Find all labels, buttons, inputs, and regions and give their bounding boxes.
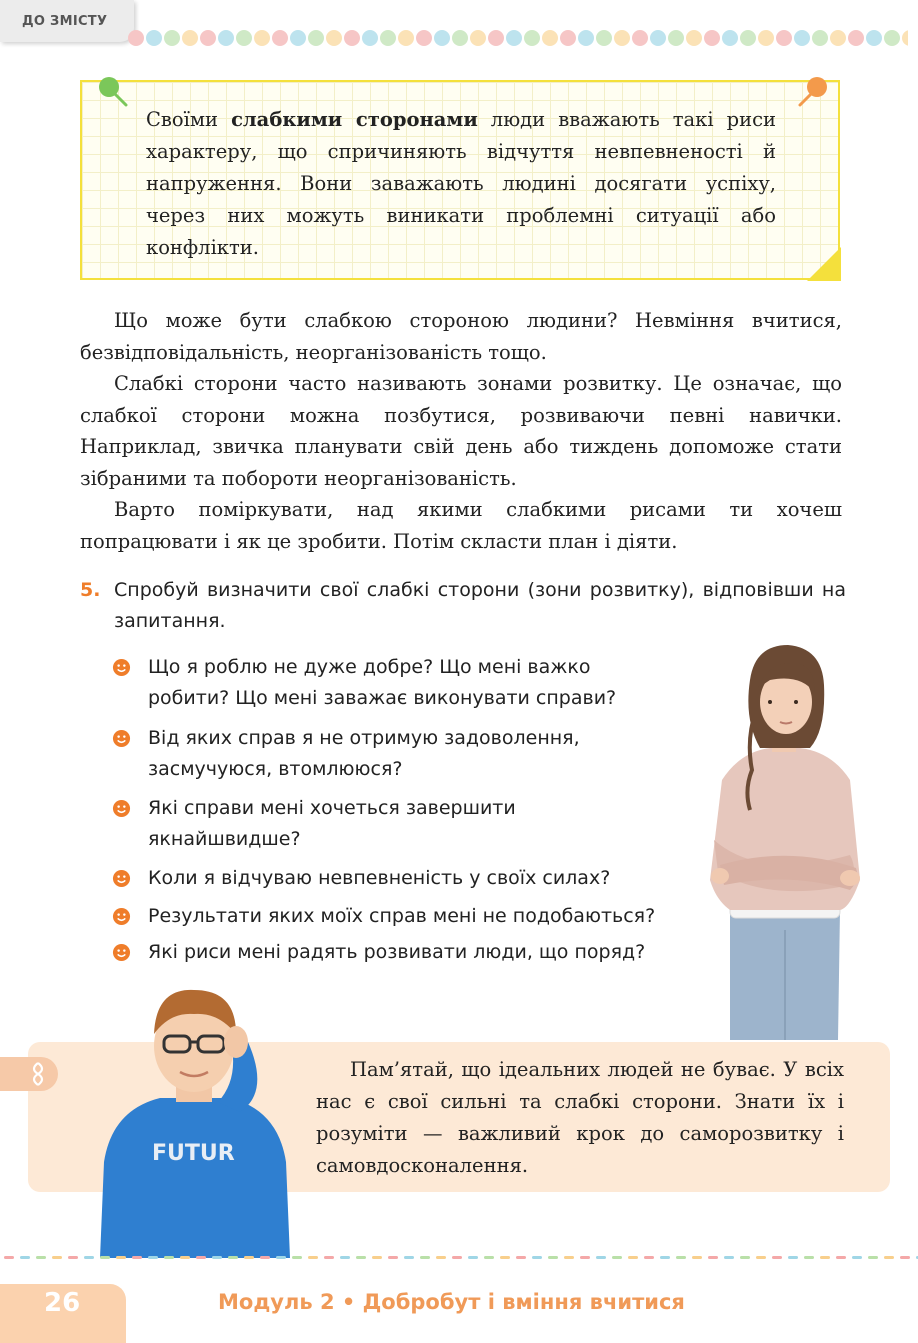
decorative-dot [758, 30, 774, 46]
decorative-dot [884, 30, 900, 46]
task-text: Спробуй визначити свої слабкі сторони (зони розвитку), відповівши на запитання. [114, 579, 846, 632]
knot-icon [26, 1061, 50, 1087]
decorative-dot [434, 30, 450, 46]
decorative-dot [812, 30, 828, 46]
task-number: 5. [80, 579, 101, 601]
decorative-dash [308, 1256, 318, 1259]
decorative-dot [470, 30, 486, 46]
decorative-dot [218, 30, 234, 46]
decorative-dash [276, 1256, 286, 1259]
decorative-dot [146, 30, 162, 46]
decorative-dot [272, 30, 288, 46]
boy-illustration [90, 982, 300, 1258]
decorative-dot [668, 30, 684, 46]
decorative-dot [686, 30, 702, 46]
smile-icon [112, 869, 131, 888]
shirt-print: FUTUR [152, 1141, 235, 1166]
decorative-dash [388, 1256, 398, 1259]
definition-box [80, 80, 840, 280]
decorative-dash [548, 1256, 558, 1259]
decorative-dot [542, 30, 558, 46]
decorative-dash [676, 1256, 686, 1259]
decorative-dot [560, 30, 576, 46]
decorative-dot [632, 30, 648, 46]
question-list [112, 652, 712, 968]
smile-icon [112, 658, 131, 677]
decorative-dot [236, 30, 252, 46]
decorative-dot [866, 30, 882, 46]
decorative-dash [660, 1256, 670, 1259]
decorative-dash [404, 1256, 414, 1259]
decorative-dash [36, 1256, 46, 1259]
decorative-dash [708, 1256, 718, 1259]
decorative-dot [740, 30, 756, 46]
decorative-dash [692, 1256, 702, 1259]
decorative-dash [628, 1256, 638, 1259]
decorative-dash [756, 1256, 766, 1259]
decorative-dash [228, 1256, 238, 1259]
decorative-dash [116, 1256, 126, 1259]
decorative-dot [416, 30, 432, 46]
decorative-dot [506, 30, 522, 46]
decorative-dash [836, 1256, 846, 1259]
decorative-dot [650, 30, 666, 46]
decorative-dash [868, 1256, 878, 1259]
decorative-dot [776, 30, 792, 46]
decorative-dash [148, 1256, 158, 1259]
decorative-dot [488, 30, 504, 46]
footer-title: Модуль 2 • Добробут і вміння вчитися [218, 1290, 685, 1314]
decorative-dot [164, 30, 180, 46]
decorative-dash [180, 1256, 190, 1259]
decorative-dash [4, 1256, 14, 1259]
decorative-dot [722, 30, 738, 46]
remember-tab [0, 1057, 58, 1091]
list-item: Які риси мені радять розвивати люди, що поряд? [112, 937, 712, 968]
list-item: Результати яких моїх справ мені не подобаються? [112, 901, 712, 932]
decorative-dash [580, 1256, 590, 1259]
decorative-dot [614, 30, 630, 46]
decorative-dash [20, 1256, 30, 1259]
decorative-dot [290, 30, 306, 46]
decorative-dot [524, 30, 540, 46]
decorative-dash [84, 1256, 94, 1259]
decorative-dash [740, 1256, 750, 1259]
decorative-dash [372, 1256, 382, 1259]
decorative-dash [292, 1256, 302, 1259]
decorative-dot [362, 30, 378, 46]
smile-icon [112, 907, 131, 926]
decorative-dot [308, 30, 324, 46]
decorative-dash [644, 1256, 654, 1259]
decorative-dash [244, 1256, 254, 1259]
decorative-dash [724, 1256, 734, 1259]
decorative-dash [900, 1256, 910, 1259]
decorative-dash [596, 1256, 606, 1259]
girl-illustration [700, 640, 870, 1040]
decorative-dash [260, 1256, 270, 1259]
decorative-dash [500, 1256, 510, 1259]
decorative-dash [340, 1256, 350, 1259]
decorative-dot [794, 30, 810, 46]
decorative-dash [468, 1256, 478, 1259]
decorative-dash [196, 1256, 206, 1259]
list-item: Які справи мені хочеться завершити якнайшвидше? [112, 793, 592, 854]
definition-term: слабкими сторонами [231, 108, 478, 131]
decorative-dash [788, 1256, 798, 1259]
body-text [80, 305, 842, 557]
list-item: Від яких справ я не отримую задоволення, засмучуюся, втомлююся? [112, 723, 652, 784]
decorative-dot [254, 30, 270, 46]
decorative-dot [830, 30, 846, 46]
magnifier-green-icon [94, 74, 130, 110]
decorative-dash [324, 1256, 334, 1259]
toc-button[interactable]: ДО ЗМІСТУ [0, 0, 134, 42]
decorative-dash [852, 1256, 862, 1259]
decorative-dot [902, 30, 908, 46]
decorative-dot [182, 30, 198, 46]
decorative-dash [564, 1256, 574, 1259]
smile-icon [112, 943, 131, 962]
list-item: Коли я відчуваю невпевненість у своїх силах? [112, 863, 712, 894]
decorative-dash [132, 1256, 142, 1259]
decorative-dash [532, 1256, 542, 1259]
decorative-dot [200, 30, 216, 46]
decorative-dot [398, 30, 414, 46]
decorative-dash [68, 1256, 78, 1259]
decorative-dot [596, 30, 612, 46]
decorative-dots [128, 29, 908, 47]
decorative-dash [164, 1256, 174, 1259]
decorative-dot [128, 30, 144, 46]
decorative-dash [820, 1256, 830, 1259]
decorative-dot [344, 30, 360, 46]
decorative-dash [436, 1256, 446, 1259]
decorative-dash [484, 1256, 494, 1259]
page-number: 26 [0, 1284, 126, 1343]
task-5 [80, 575, 846, 637]
decorative-dash [884, 1256, 894, 1259]
decorative-dash [612, 1256, 622, 1259]
folded-corner [807, 247, 841, 281]
decorative-dash [52, 1256, 62, 1259]
decorative-dot [848, 30, 864, 46]
decorative-dot [704, 30, 720, 46]
decorative-dot [578, 30, 594, 46]
decorative-dash [452, 1256, 462, 1259]
list-item: Що я роблю не дуже добре? Що мені важко робити? Що мені заважає виконувати справи? [112, 652, 672, 713]
smile-icon [112, 729, 131, 748]
decorative-dash [804, 1256, 814, 1259]
decorative-dash [772, 1256, 782, 1259]
paragraph: Слабкі сторони часто називають зонами розвитку. Це означає, що слабкої сторони можна позбутися, розвиваючи певні навички. Наприклад, звичка планувати свій день або тиждень допоможе стати зібраними та побороти неорганізованість. [80, 372, 842, 490]
decorative-dash [420, 1256, 430, 1259]
definition-text: Своїми слабкими сторонами люди вважають такі риси характеру, що спричиняють відчуття невпевненості й напруження. Вони заважають людині досягати успіху, через них можуть виникати проблемні ситуації або конфлікти. [146, 108, 776, 259]
magnifier-orange-icon [796, 74, 832, 110]
paragraph: Варто поміркувати, над якими слабкими рисами ти хочеш попрацювати і як це зробити. Потім скласти план і діяти. [80, 498, 842, 553]
paragraph: Що може бути слабкою стороною людини? Невміння вчитися, безвідповідальність, неорганізованість тощо. [80, 309, 842, 364]
smile-icon [112, 799, 131, 818]
decorative-dash [356, 1256, 366, 1259]
decorative-dash [516, 1256, 526, 1259]
remember-text: Пам’ятай, що ідеальних людей не буває. У всіх нас є свої сильні та слабкі сторони. Знати їх і розуміти — важливий крок до саморозвитку і самовдосконалення. [316, 1058, 844, 1177]
decorative-dot [452, 30, 468, 46]
decorative-dashes [0, 1254, 918, 1262]
decorative-dot [380, 30, 396, 46]
decorative-dot [326, 30, 342, 46]
decorative-dash [212, 1256, 222, 1259]
decorative-dash [100, 1256, 110, 1259]
